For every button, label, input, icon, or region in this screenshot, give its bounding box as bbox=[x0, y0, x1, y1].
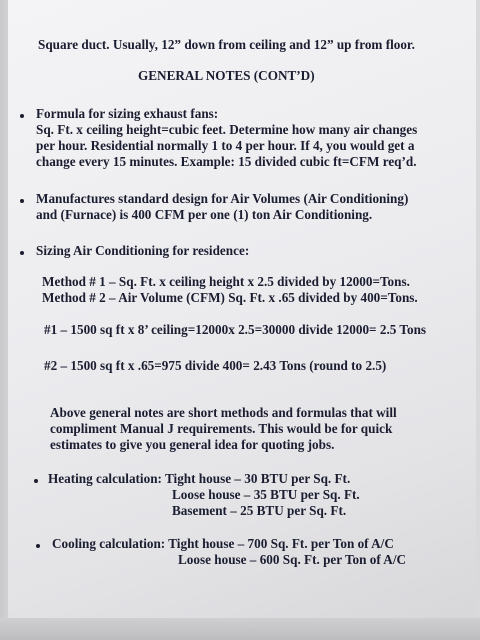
example-1: #1 – 1500 sq ft x 8’ ceiling=12000x 2.5=30000 divide 12000= 2.5 Tons bbox=[44, 322, 427, 337]
cooling-loose: Loose house – 600 Sq. Ft. per Ton of A/C bbox=[178, 552, 407, 567]
ac-sizing-heading: Sizing Air Conditioning for residence: bbox=[36, 243, 250, 258]
exhaust-fan-line: per hour. Residential normally 1 to 4 per hour. If 4, you would get a bbox=[36, 138, 415, 153]
summary-line: compliment Manual J requirements. This would be for quick bbox=[50, 421, 393, 436]
heating-tight: Heating calculation: Tight house – 30 BTU per Sq. Ft. bbox=[48, 471, 351, 486]
intro-line: Square duct. Usually, 12” down from ceiling and 12” up from floor. bbox=[38, 37, 415, 52]
summary-line: Above general notes are short methods and formulas that will bbox=[50, 405, 397, 420]
heating-loose: Loose house – 35 BTU per Sq. Ft. bbox=[172, 487, 360, 502]
summary-line: estimates to give you general idea for quoting jobs. bbox=[50, 437, 335, 452]
bullet-icon bbox=[36, 544, 40, 548]
cooling-tight: Cooling calculation: Tight house – 700 Sq. Ft. per Ton of A/C bbox=[52, 536, 394, 551]
method-2: Method # 2 – Air Volume (CFM) Sq. Ft. x .65 divided by 400=Tons. bbox=[42, 290, 418, 305]
exhaust-fan-line: Sq. Ft. x ceiling height=cubic feet. Determine how many air changes bbox=[36, 122, 418, 137]
exhaust-fan-line: change every 15 minutes. Example: 15 divided cubic ft=CFM req’d. bbox=[36, 154, 417, 169]
bullet-icon bbox=[20, 199, 24, 203]
air-volume-line: and (Furnace) is 400 CFM per one (1) ton Air Conditioning. bbox=[36, 207, 373, 222]
air-volume-line: Manufactures standard design for Air Volumes (Air Conditioning) bbox=[36, 191, 409, 206]
bullet-icon bbox=[20, 114, 24, 118]
heating-basement: Basement – 25 BTU per Sq. Ft. bbox=[172, 503, 347, 518]
exhaust-fan-heading: Formula for sizing exhaust fans: bbox=[36, 106, 219, 121]
bottom-shadow bbox=[0, 618, 480, 640]
section-heading: GENERAL NOTES (CONT’D) bbox=[138, 68, 315, 83]
method-1: Method # 1 – Sq. Ft. x ceiling height x 2.5 divided by 12000=Tons. bbox=[42, 274, 410, 289]
bullet-icon bbox=[34, 479, 38, 483]
example-2: #2 – 1500 sq ft x .65=975 divide 400= 2.43 Tons (round to 2.5) bbox=[44, 358, 387, 373]
bullet-icon bbox=[20, 251, 24, 255]
